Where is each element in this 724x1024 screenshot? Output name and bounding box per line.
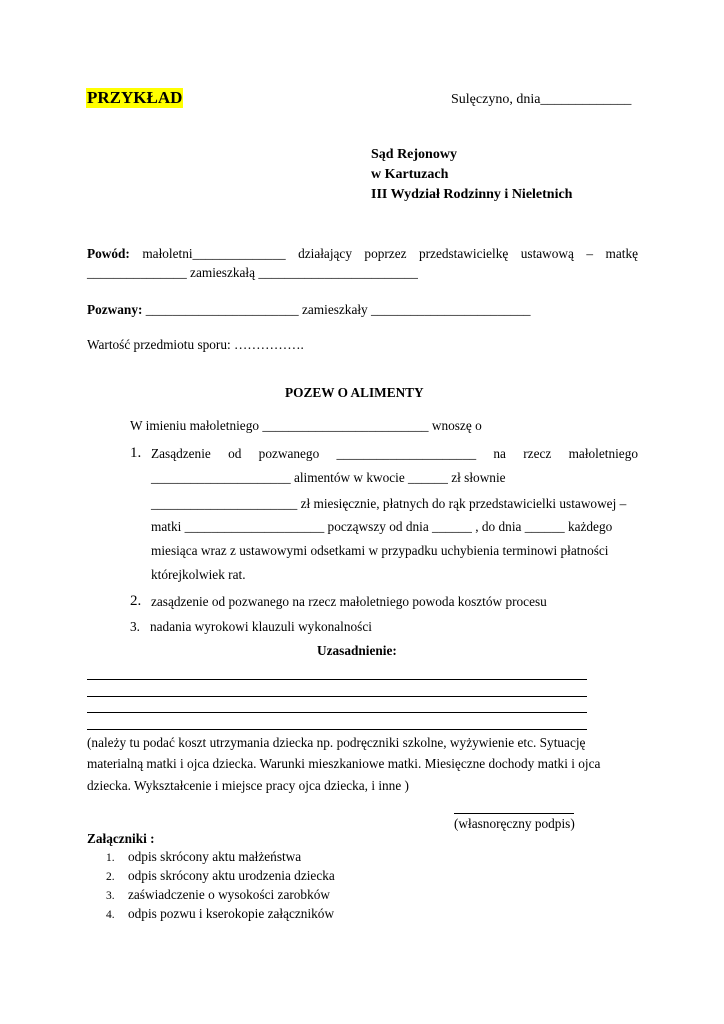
request-2-text: zasądzenie od pozwanego na rzecz małoletniego powoda kosztów procesu — [151, 594, 547, 609]
attachment-number: 4. — [106, 909, 115, 921]
attachments-heading: Załączniki : — [87, 831, 155, 846]
defendant-label: Pozwany: — [87, 302, 143, 317]
document-title: POZEW O ALIMENTY — [285, 385, 424, 400]
attachment-item — [106, 849, 301, 866]
court-line-3: III Wydział Rodzinny i Nieletnich — [371, 187, 573, 202]
request-1-line-3: ______________________ zł miesięcznie, płatnych do rąk przedstawicielki ustawowej – — [151, 496, 627, 511]
justification-heading: Uzasadnienie: — [317, 643, 397, 658]
request-2-number: 2. — [130, 593, 142, 609]
attachment-item — [106, 868, 335, 885]
request-1-line-1: Zasądzenie od pozwanego _____________________ na rzecz małoletniego — [151, 446, 638, 461]
attachment-item — [106, 906, 334, 923]
example-badge: PRZYKŁAD — [87, 88, 183, 107]
justification-note-line-3: dziecka. Wykształcenie i miejsce pracy ojca dziecka, i inne ) — [87, 778, 409, 793]
justification-rule-2 — [87, 696, 587, 697]
intro-line: W imieniu małoletniego _________________________ wnoszę o — [130, 418, 482, 433]
signature-line — [454, 813, 574, 814]
request-1-number: 1. — [130, 445, 142, 461]
plaintiff-label: Powód: — [87, 246, 130, 261]
justification-rule-3 — [87, 712, 587, 713]
attachment-number: 1. — [106, 852, 115, 864]
attachment-text: odpis skrócony aktu małżeństwa — [128, 849, 302, 864]
justification-note-line-2: materialną matki i ojca dziecka. Warunki mieszkaniowe matki. Miesięczne dochody matki i ojca — [87, 756, 601, 771]
request-1-line-6: którejkolwiek rat. — [151, 567, 246, 582]
plaintiff-text: małoletni______________ działający poprzez przedstawicielkę ustawową – matkę — [142, 246, 638, 261]
defendant-text: _______________________ zamieszkały ________________________ — [145, 302, 531, 317]
request-1-line-5: miesiąca wraz z ustawowymi odsetkami w przypadku uchybienia terminowi płatności — [151, 543, 609, 558]
request-3-text: nadania wyrokowi klauzuli wykonalności — [150, 619, 372, 634]
request-1-line-2: _____________________ alimentów w kwocie ______ zł słownie — [151, 470, 506, 485]
request-3-number: 3. — [130, 619, 140, 634]
attachment-text: odpis pozwu i kserokopie załączników — [128, 906, 335, 921]
place-date: Sulęczyno, dnia_____________ — [451, 92, 632, 107]
justification-rule-4 — [87, 729, 587, 730]
attachment-text: zaświadczenie o wysokości zarobków — [128, 887, 330, 902]
signature-label: (własnoręczny podpis) — [454, 816, 575, 831]
plaintiff-line-2: _______________ zamieszkałą ________________________ — [87, 265, 418, 280]
court-address — [371, 145, 572, 205]
defendant-line — [87, 302, 531, 318]
court-line-1: Sąd Rejonowy — [371, 147, 457, 162]
dispute-value: Wartość przedmiotu sporu: ……………. — [87, 337, 304, 352]
attachment-number: 3. — [106, 890, 115, 902]
justification-note-line-1: (należy tu podać koszt utrzymania dziecka np. podręczniki szkolne, wyżywienie etc. Sytuację — [87, 735, 586, 750]
plaintiff-line-1 — [87, 246, 638, 262]
attachment-item — [106, 887, 330, 904]
court-line-2: w Kartuzach — [371, 167, 449, 182]
request-1-line-4: matki _____________________ począwszy od dnia ______ , do dnia ______ każdego — [151, 519, 613, 534]
attachment-number: 2. — [106, 871, 115, 883]
justification-rule-1 — [87, 679, 587, 680]
attachment-text: odpis skrócony aktu urodzenia dziecka — [128, 868, 335, 883]
